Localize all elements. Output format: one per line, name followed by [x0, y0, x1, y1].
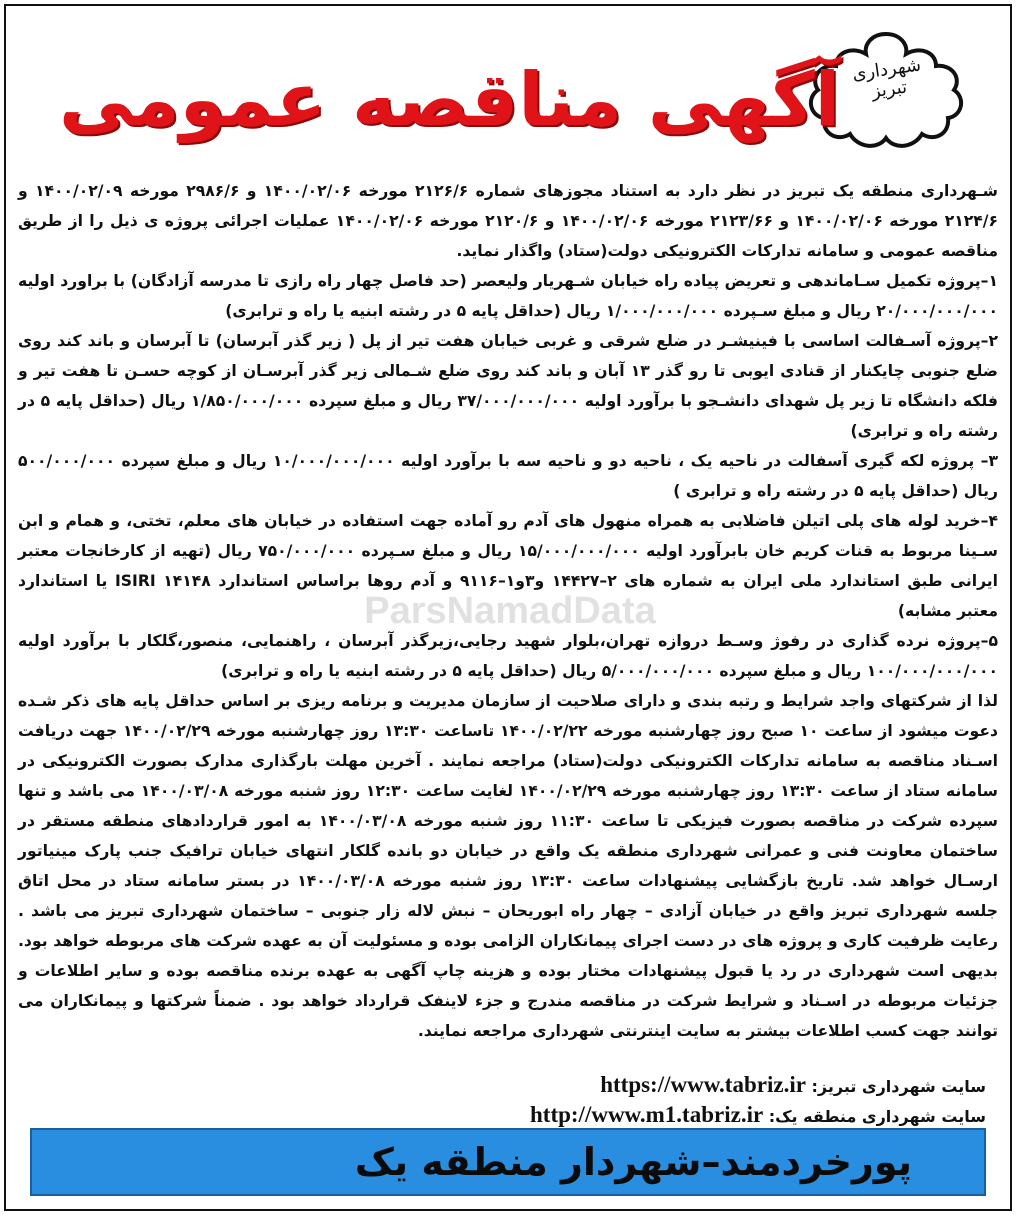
tabriz-site-link[interactable]: https://www.tabriz.ir: [600, 1072, 806, 1097]
project-item-3: ۳– پروژه لکه گیری آسفالت در ناحیه یک ، ناحیه دو و ناحیه سه با برآورد اولیه ۱۰/۰۰۰/۰۰۰/۰۰۰ ریال و مبلغ سپرده ۵۰۰/۰۰۰/۰۰۰ ریال (حداقل پایه ۵ در رشته راه و ترابری ): [18, 452, 998, 500]
conditions-paragraph: لذا از شرکتهای واجد شرایط و رتبه بندی و دارای صلاحیت از سازمان مدیریت و برنامه ریزی بر اساس حداقل پایه های ذکر شـده دعوت میشود از ساعت ۱۰ صبح روز چهارشنبه مورخه ۱۴۰۰/۰۲/۲۲ تاساعت ۱۳:۳۰ روز چهارشنبه مورخه ۱۴۰۰/۰۲/۲۹ جهت دریافت اسـناد مناقصه به سامانه تدارکات الکترونیکی دولت(ستاد) مراجعه نمایند . آخرین مهلت بارگذاری مدارک بصورت الکترونیکی در سامانه ستاد از ساعت ۱۳:۳۰ روز چهارشنبه مورخه ۱۴۰۰/۰۲/۲۹ لغایت ساعت ۱۲:۳۰ روز شنبه مورخه ۱۴۰۰/۰۳/۰۸ می باشد و تنها سپرده شرکت در مناقصه بصورت فیزیکی تا ساعت ۱۱:۳۰ روز شنبه مورخه ۱۴۰۰/۰۳/۰۸ به امور قراردادهای منطقه مستقر در ساختمان معاونت فنی و عمرانی شهرداری منطقه یک واقع در خیابان دو بانده گلکار انتهای خیابان ترافیک جنب پارک مینیاتور ارسـال خواهد شد. تاریخ بازگشایی پیشنهادات ساعت ۱۳:۳۰ روز شنبه مورخه ۱۴۰۰/۰۳/۰۸ در بستر سامانه ستاد در محل اتاق جلسه شهرداری تبریز واقع در خیابان آزادی – چهار راه ابوریحان – نبش لاله زار جنوبی – ساختمان شهرداری تبریز می باشد . رعایت ظرفیت کاری و پروژه های در دست اجرای پیمانکاران الزامی بوده و مسئولیت آن به عهده شرکت های مربوطه خواهد بود. بدیهی است شهرداری در رد یا قبول پیشنهادات مختار بوده و هزینه چاپ آگهی به عهده برنده مناقصه بوده و سایر اطلاعات و جزئیات مربوطه در اسـناد و شرایط شرکت در مناقصه مندرج و جزء لاینفک قرارداد خواهد بود . ضمناً شرکتها و پیمانکاران می توانند جهت کسب اطلاعات بیشتر به سایت اینترنتی شهرداری مراجعه نمایند.: [18, 692, 998, 1040]
tabriz-site-label: سایت شهرداری تبریز:: [811, 1077, 986, 1096]
project-item-5: ۵–پروژه نرده گذاری در رفوژ وسـط دروازه تهران،بلوار شهید رجایی،زیرگذر آبرسان ، راهنمایی، منصور،گلکار با برآورد اولیه ۱۰۰/۰۰۰/۰۰۰/۰۰۰ ریال و مبلغ سپرده ۵/۰۰۰/۰۰۰/۰۰۰ ریال (حداقل پایه ۵ در رشته ابنیه یا راه و ترابری): [18, 632, 998, 680]
tabriz-site-line: [266, 1070, 986, 1100]
page-title: آگهی مناقصه عمومی: [59, 57, 840, 143]
watermark-text: ParsNamadData: [364, 590, 656, 632]
m1-site-link[interactable]: http://www.m1.tabriz.ir: [530, 1102, 764, 1127]
logo-text: شهرداری تبریز: [850, 54, 923, 103]
project-item-1: ۱–پروژه تکمیل سـاماندهی و تعریض پیاده راه خیابان شـهریار ولیعصر (حد فاصل چهار راه رازی تا مدرسه آزادگان) با براورد اولیه ۲۰/۰۰۰/۰۰۰/۰۰۰ ریال و مبلغ سـپرده ۱/۰۰۰/۰۰۰/۰۰۰ ریال (حداقل پایه ۵ در رشته ابنیه یا راه و ترابری): [18, 272, 998, 320]
project-item-2: ۲–پروژه آسـفالت اساسی با فینیشـر در ضلع شرقی و غربی خیابان هفت تیر از پل ( زیر گذر آبرسان) تا آبرسان و باند کند روی ضلع جنوبی چایکنار از قنادی ایوبی تا رو گذر ۱۳ آبان و باند کند روی ضلع شـمالی زیر گذر آبرسـان از کوچه حسـن تا هفت تیر و فلکه دانشگاه تا زیر پل شهدای دانشـجو با برآورد اولیه ۳۷/۰۰۰/۰۰۰/۰۰۰ ریال و مبلغ سپرده ۱/۸۵۰/۰۰۰/۰۰۰ ریال (حداقل پایه ۵ در رشته راه و ترابری): [18, 332, 998, 440]
signature-banner: [30, 1128, 986, 1196]
m1-site-label: سایت شهرداری منطقه یک:: [768, 1107, 986, 1126]
m1-site-line: [266, 1100, 986, 1130]
project-item-4: ۴–خرید لوله های پلی اتیلن فاضلابی به همراه منهول های آدم رو آماده جهت استفاده در خیابان های معلم، تختی، و همام و ابن سـینا مربوط به قنات کریم خان بابرآورد اولیه ۱۵/۰۰۰/۰۰۰/۰۰۰ ریال و مبلغ سـپرده ۷۵۰/۰۰۰/۰۰۰ ریال (تهیه از کارخانجات معتبر ایرانی طبق استاندارد ملی ایران به شماره های ۲–۱۴۴۲۷ و۳و۱–۹۱۱۶ و آدم روها براساس استاندارد ۱۴۱۴۸ ISIRI یا استاندارد معتبر مشابه): [18, 512, 998, 620]
announcement-body: [18, 176, 998, 1046]
signature-text: پورخردمند–شهردار منطقه یک: [354, 1140, 912, 1184]
intro-paragraph: شـهرداری منطقه یک تبریز در نظر دارد به استناد مجوزهای شماره ۲۱۲۶/۶ مورخه ۱۴۰۰/۰۲/۰۶ و ۲۹۸۶/۶ مورخه ۱۴۰۰/۰۲/۰۹ و ۲۱۲۴/۶ مورخه ۱۴۰۰/۰۲/۰۶ و ۲۱۲۳/۶۶ مورخه ۱۴۰۰/۰۲/۰۶ و ۲۱۲۰/۶ مورخه ۱۴۰۰/۰۲/۰۶ عملیات اجرائی پروژه ی ذیل را از طریق مناقصه عمومی و سامانه تدارکات الکترونیکی دولت(ستاد) واگذار نماید.: [18, 182, 999, 260]
